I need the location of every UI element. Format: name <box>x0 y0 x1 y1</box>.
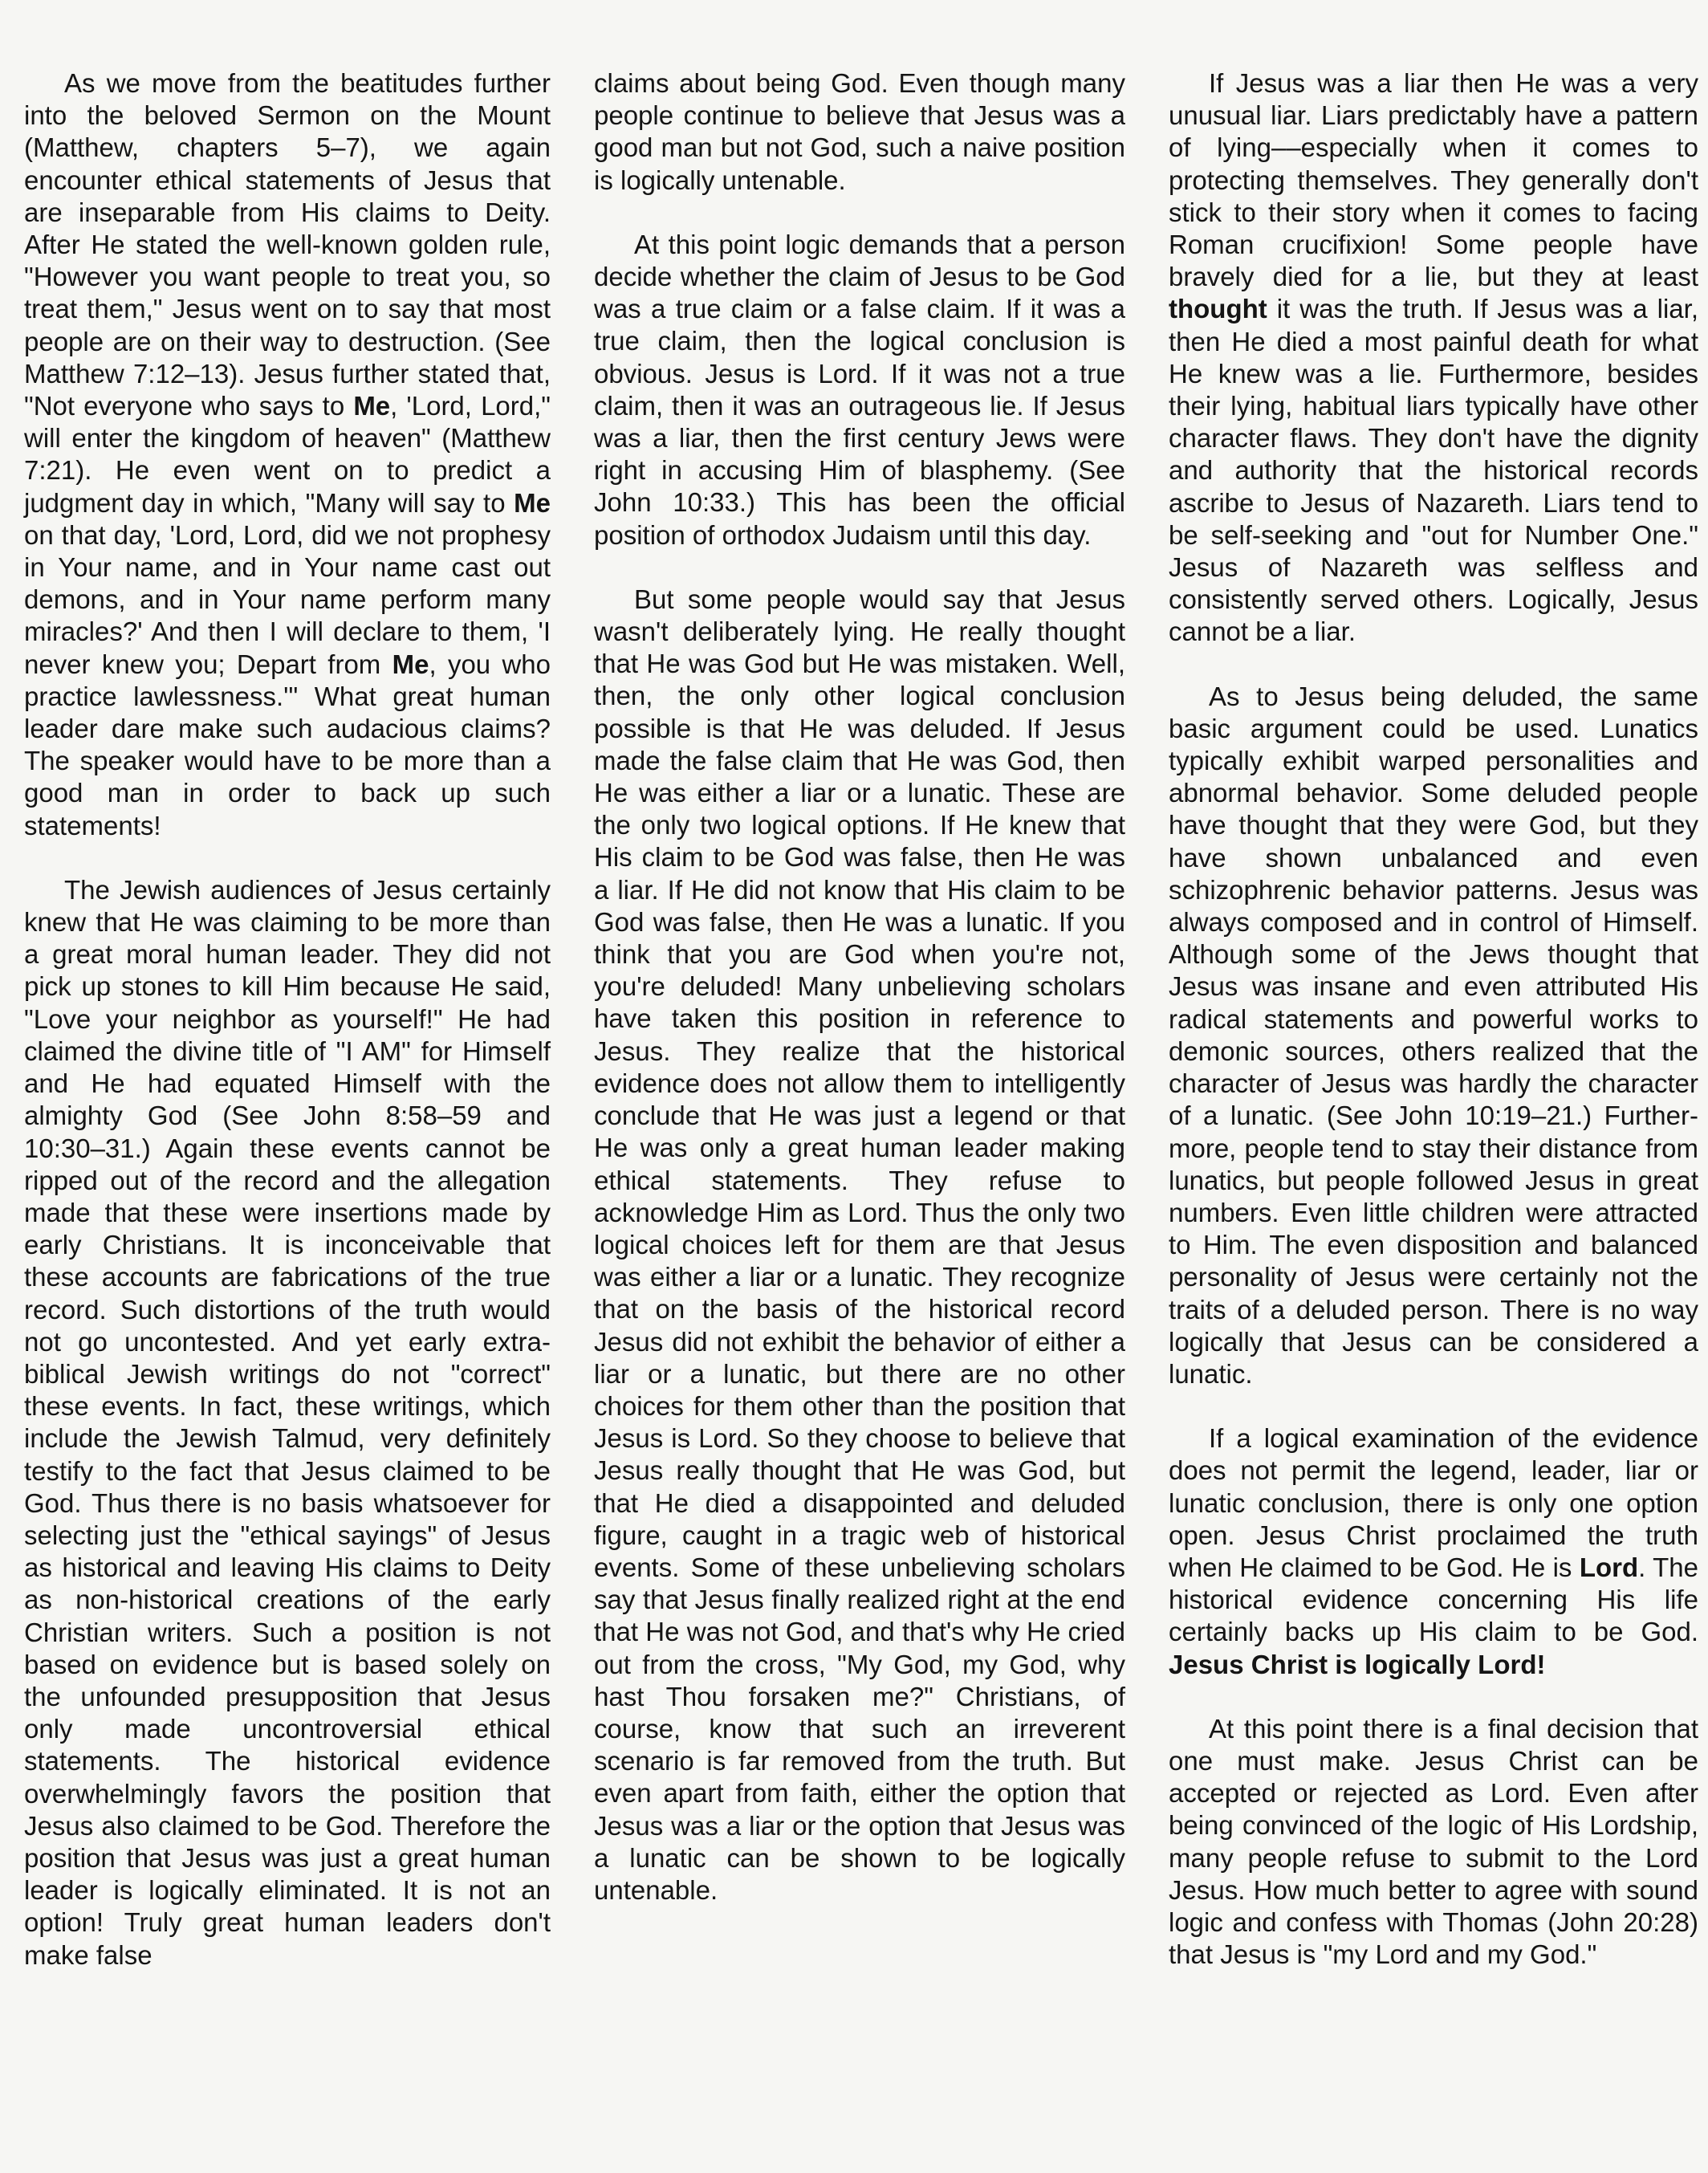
paragraph <box>1169 1713 1698 1972</box>
paragraph <box>594 67 1125 197</box>
paragraph <box>1169 1422 1698 1681</box>
text-run: . The historical evidence concerning His life certainly backs up His claim to be God. <box>1169 1552 1698 1647</box>
paragraph <box>24 874 551 1972</box>
text-run: claims about being God. Even though many people continue to believe that Jesus was a good man but not God, such a naive position is logically untenable. <box>594 68 1125 195</box>
text-run: As to Jesus being deluded, the same basic argument could be used. Lunatics typically exhibit warped personalities and abnormal behavior. Some deluded people have thought that they were God, but they have shown unbalanced and even schizophrenic behavior patterns. Jesus was always composed and in control of Himself. Although some of the Jews thought that Jesus was insane and even attributed His radical statements and powerful works to demonic sources, others realized that the character of Jesus was hardly the character of a lunatic. (See John 10:19–21.) Further-more, people tend to stay their distance from lunatics, but people followed Jesus in great numbers. Even little children were attracted to Him. The even disposition and balanced personality of Jesus were certainly not the traits of a deluded person. There is no way logically that Jesus can be considered a lunatic. <box>1169 681 1698 1389</box>
paragraph <box>594 584 1125 1906</box>
column-1 <box>24 67 551 1972</box>
text-run: As we move from the beatitudes further into the beloved Sermon on the Mount (Matthew, chapters 5–7), we again encounter ethical statements of Jesus that are inseparable from His claims to Deity. After He stated the well-known golden rule, "However you want people to treat you, so treat them," Jesus went on to say that most people are on their way to destruction. (See Matthew 7:12–13). Jesus further stated that, "Not everyone who says to <box>24 68 551 421</box>
text-run: If a logical examination of the evidence does not permit the legend, leader, liar or lunatic conclusion, there is only one option open. Jesus Christ proclaimed the truth when He claimed to be God. He is <box>1169 1423 1698 1582</box>
text-run: , you who practice lawlessness.'" What great human leader dare make such audacious claims? The speaker would have to be more than a good man in order to back up such statements! <box>24 649 551 840</box>
paragraph <box>24 67 551 842</box>
paragraph <box>1169 67 1698 649</box>
bold-text-run: Me <box>514 487 551 518</box>
paragraph <box>1169 681 1698 1390</box>
text-run: But some people would say that Jesus wasn't deliberately lying. He really thought that He was God but He was mistaken. Well, then, the only other logical conclusion possible is that He was deluded. If Jesus made the false claim that He was God, then He was either a liar or a lunatic. These are the only two logical options. If He knew that His claim to be God was false, then He was a liar. If He did not know that His claim to be God was false, then He was a lunatic. If you think that you are God when you're not, you're deluded! Many unbelieving scholars have taken this position in reference to Jesus. They realize that the historical evidence does not allow them to intelligently conclude that He was just a legend or that He was only a great human leader making ethical statements. They refuse to acknowledge Him as Lord. Thus the only two logical choices left for them are that Jesus was either a liar or a lunatic. They recognize that on the basis of the historical record Jesus did not exhibit the behavior of either a liar or a lunatic, but there are no other choices for them other than the position that Jesus is Lord. So they choose to believe that Jesus really thought that He was God, but that He died a disappointed and deluded figure, caught in a tragic web of historical events. Some of these unbelieving scholars say that Jesus finally realized right at the end that He was not God, and that's why He cried out from the cross, "My God, my God, why hast Thou forsaken me?" Christians, of course, know that such an irreverent scenario is far removed from the truth. But even apart from faith, either the option that Jesus was a liar or the option that Jesus was a lunatic can be shown to be logically untenable. <box>594 584 1125 1905</box>
bold-text-run: Me <box>353 391 391 421</box>
text-run: At this point there is a final decision that one must make. Jesus Christ can be accepted or rejected as Lord. Even after being convinced of the logic of His Lordship, many people refuse to submit to the Lord Jesus. How much better to agree with sound logic and confess with Thomas (John 20:28) that Jesus is "my Lord and my God." <box>1169 1713 1698 1970</box>
text-run: on that day, 'Lord, Lord, did we not prophesy in Your name, and in Your name cast out demons, and in Your name perform many miracles?' And then I will declare to them, 'I never knew you; Depart from <box>24 519 551 679</box>
bold-text-run: Me <box>392 649 429 679</box>
text-run: If Jesus was a liar then He was a very unusual liar. Liars predictably have a pattern of lying––especially when it comes to protecting themselves. They generally don't stick to their story when it comes to facing Roman crucifixion! Some people have bravely died for a lie, but they at least <box>1169 68 1698 292</box>
text-run: it was the truth. If Jesus was a liar, then He died a most painful death for what He knew was a lie. Furthermore, besides their lying, habitual liars typically have other character flaws. They don't have the dignity and authority that the historical records ascribe to Jesus of Nazareth. Liars tend to be self-seeking and "out for Number One." Jesus of Nazareth was selfless and consistently served others. Logically, Jesus cannot be a liar. <box>1169 294 1698 647</box>
text-run: At this point logic demands that a person decide whether the claim of Jesus to be God was a true claim or a false claim. If it was a true claim, then the logical conclusion is obvious. Jesus is Lord. If it was not a true claim, then it was an outrageous lie. If Jesus was a liar, then the first century Jews were right in accusing Him of blasphemy. (See John 10:33.) This has been the official position of orthodox Judaism until this day. <box>594 229 1125 550</box>
bold-text-run: thought <box>1169 294 1267 324</box>
paragraph <box>594 229 1125 551</box>
text-columns <box>24 67 1698 1972</box>
column-2 <box>594 67 1125 1972</box>
bold-text-run: Lord <box>1579 1552 1639 1582</box>
column-3 <box>1169 67 1698 1972</box>
bold-text-run: Jesus Christ is logically Lord! <box>1169 1649 1546 1679</box>
text-run: The Jewish audiences of Jesus certainly knew that He was claiming to be more than a great moral human leader. They did not pick up stones to kill Him because He said, "Love your neighbor as yourself!" He had claimed the divine title of "I AM" for Himself and He had equated Himself with the almighty God (See John 8:58–59 and 10:30–31.) Again these events cannot be ripped out of the record and the allegation made that these were insertions made by early Christians. It is inconceivable that these accounts are fabrications of the true record. Such distortions of the truth would not go uncontested. And yet early extra-biblical Jewish writings do not "correct" these events. In fact, these writings, which include the Jewish Talmud, very definitely testify to the fact that Jesus claimed to be God. Thus there is no basis whatsoever for selecting just the "ethical sayings" of Jesus as historical and leaving His claims to Deity as non-historical creations of the early Christian writers. Such a position is not based on evidence but is based solely on the unfounded presupposition that Jesus only made uncontroversial ethical statements. The historical evidence overwhelmingly favors the position that Jesus also claimed to be God. Therefore the position that Jesus was just a great human leader is logically eliminated. It is not an option! Truly great human leaders don't make false <box>24 874 551 1970</box>
text-run: , 'Lord, Lord," will enter the kingdom of heaven" (Matthew 7:21). He even went on to predict a judgment day in which, "Many will say to <box>24 391 551 518</box>
